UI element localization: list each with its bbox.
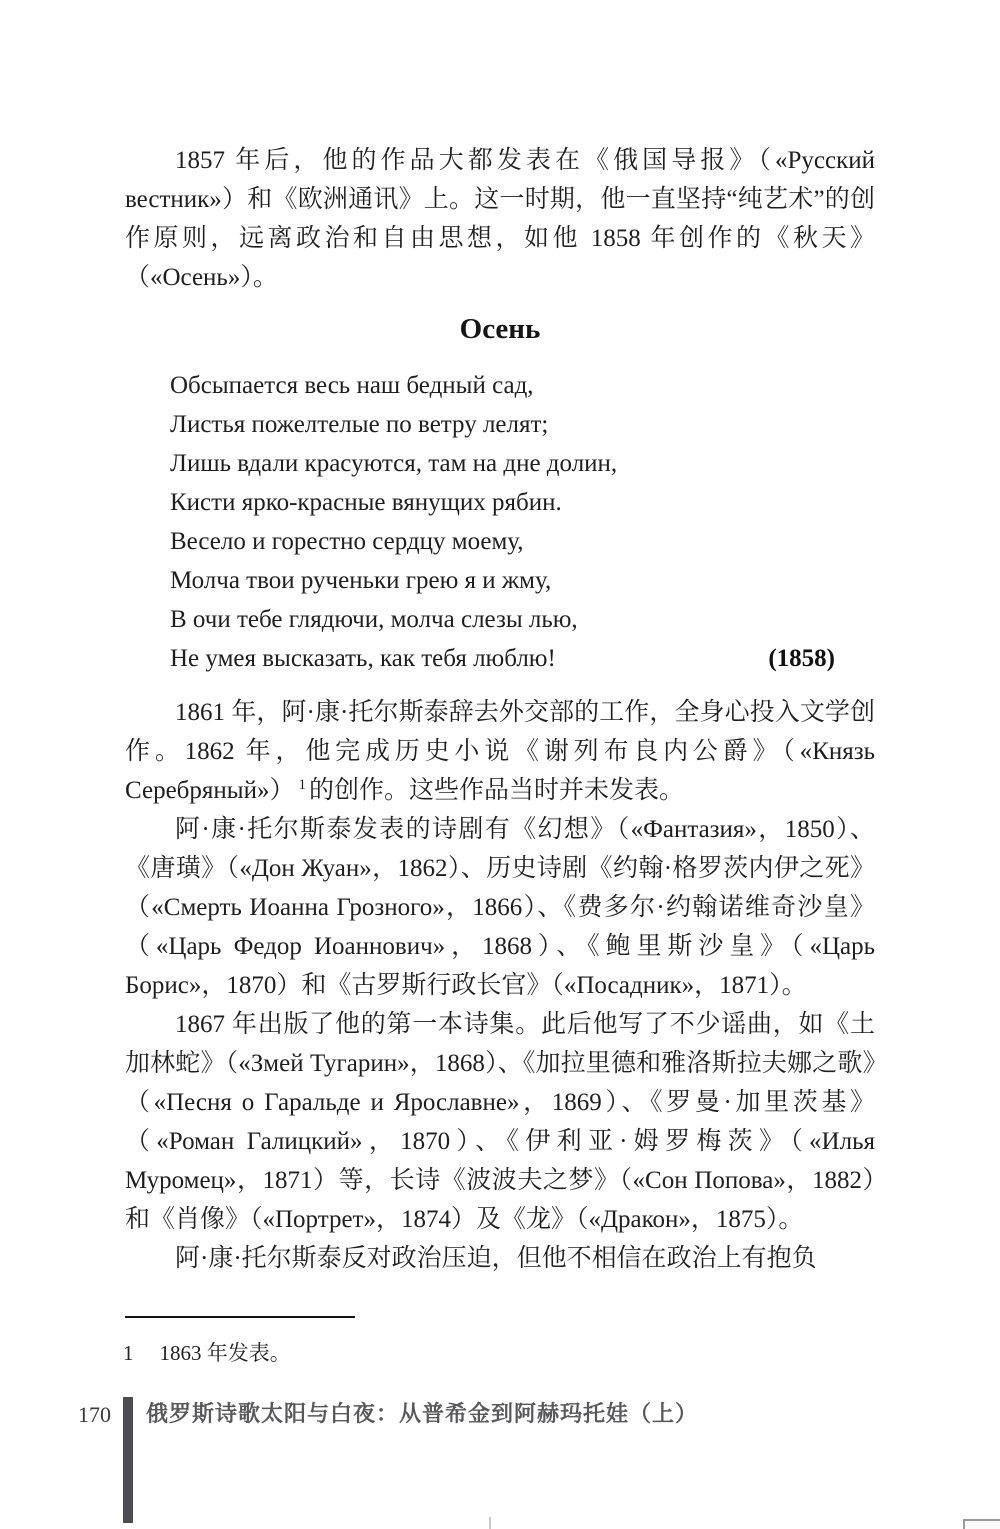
poem bbox=[170, 366, 835, 678]
footnote-marker: 1 bbox=[123, 1341, 134, 1365]
poem-line: Листья пожелтелые по ветру лелят; bbox=[170, 411, 549, 438]
footer-accent-bar bbox=[123, 1397, 133, 1523]
poem-line: В очи тебе глядючи, молча слезы лью, bbox=[170, 606, 578, 633]
poem-line: Обсыпается весь наш бедный сад, bbox=[170, 372, 534, 399]
footnote-reference: 1 bbox=[298, 776, 306, 793]
paragraph-intro-1857: 1857 年后，他的作品大都发表在《俄国导报》（«Русский вестник»）和《欧洲通讯》上。这一时期，他一直坚持“纯艺术”的创作原则，远离政治和自由思想，如他 1858 年创作的《秋天》（«Осень»）。 bbox=[125, 147, 875, 291]
poem-year: (1858) bbox=[768, 645, 835, 672]
book-title: 俄罗斯诗歌太阳与白夜：从普希金到阿赫玛托娃（上） bbox=[146, 1401, 699, 1426]
poem-line: Молча твои рученьки грею я и жму, bbox=[170, 567, 552, 594]
paragraph-ballads: 1867 年出版了他的第一本诗集。此后他写了不少谣曲，如《土加林蛇》（«Змей Тугарин»，1868）、《加拉里德和雅洛斯拉夫娜之歌》（«Песня о Гаральде и Ярославне»，1869）、《罗曼·加里茨基》（«Роман Галицкий»，1870）、《伊利亚·姆罗梅茨》（«Илья Муромец»，1871）等，长诗《波波夫之梦》（«Сон Попова»，1882）和《肖像》（«Портрет»，1874）及《龙》（«Дракон»，1875）。 bbox=[125, 1011, 875, 1233]
page-corner-artifact bbox=[963, 1519, 1000, 1529]
page-edge-mark bbox=[489, 1517, 491, 1529]
paragraph-dramas: 阿·康·托尔斯泰发表的诗剧有《幻想》（«Фантазия»，1850）、《唐璜》（«Дон Жуан»，1862）、历史诗剧《约翰·格罗茨内伊之死》（«Смерть Иоанна Грозного»，1866）、《费多尔·约翰诺维奇沙皇》（«Царь Федор Иоаннович»，1868）、《鲍里斯沙皇》（«Царь Борис»，1870）和《古罗斯行政长官》（«Посадник»，1871）。 bbox=[125, 816, 875, 999]
poem-title: Осень bbox=[459, 313, 541, 345]
poem-line: Лишь вдали красуются, там на дне долин, bbox=[170, 450, 618, 477]
page-number: 170 bbox=[78, 1402, 111, 1427]
footnote bbox=[123, 1338, 291, 1368]
paragraph-1861 bbox=[125, 693, 875, 810]
poem-line: Весело и горестно сердцу моему, bbox=[170, 528, 524, 555]
footnote-separator bbox=[125, 1316, 355, 1318]
paragraph-text: 的创作。这些作品当时并未发表。 bbox=[308, 777, 684, 804]
paragraph-text: 1861 年，阿·康·托尔斯泰辞去外交部的工作，全身心投入文学创作。1862 年，他完成历史小说《谢列布良内公爵》（«Князь Серебряный»） bbox=[125, 699, 875, 804]
poem-line-text: Не умея высказать, как тебя люблю! bbox=[170, 645, 556, 672]
paragraph-politics: 阿·康·托尔斯泰反对政治压迫，但他不相信在政治上有抱负 bbox=[175, 1245, 817, 1272]
poem-line: Кисти ярко-красные вянущих рябин. bbox=[170, 489, 562, 516]
page-content bbox=[125, 141, 875, 1278]
poem-last-line bbox=[170, 639, 835, 678]
footnote-text: 1863 年发表。 bbox=[159, 1341, 291, 1365]
